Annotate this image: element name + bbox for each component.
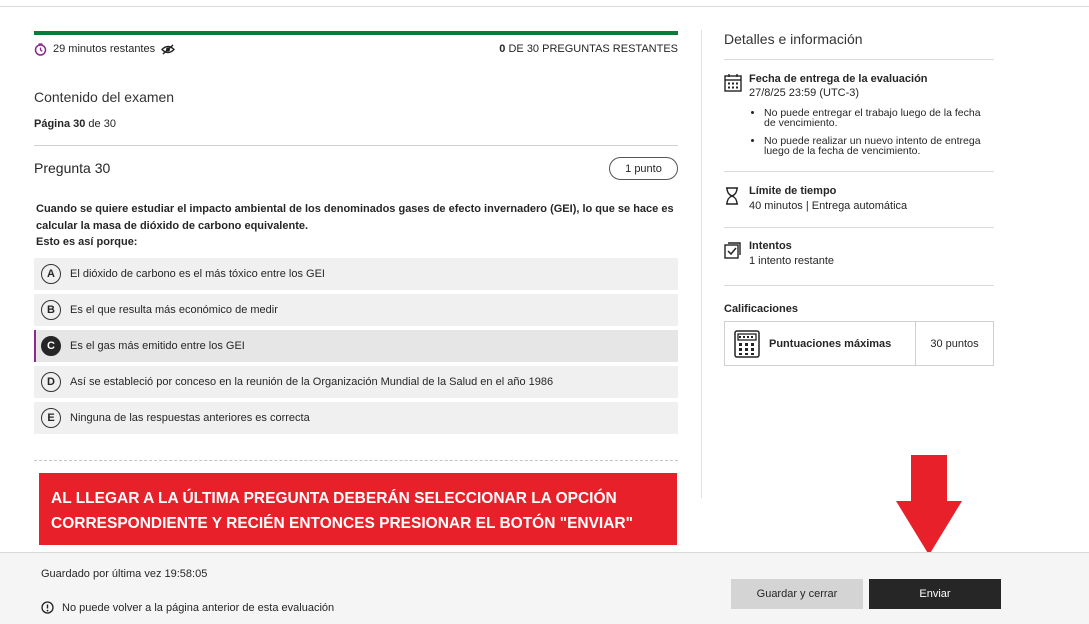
last-saved: Guardado por última vez 19:58:05	[41, 568, 208, 580]
question-text	[36, 201, 676, 251]
sidebar-title: Detalles e información	[724, 31, 863, 47]
option-letter: C	[41, 336, 61, 356]
hide-timer-icon[interactable]	[161, 44, 175, 55]
exam-content-title: Contenido del examen	[34, 89, 175, 105]
question-text-line: Cuando se quiere estudiar el impacto ambiental de los denominados gases de efecto invernadero (GEI), lo que se hace es	[36, 203, 674, 215]
answer-options	[34, 258, 678, 438]
save-and-close-button[interactable]: Guardar y cerrar	[731, 579, 863, 609]
question-text-line: Esto es así porque:	[36, 236, 138, 248]
answer-option-d[interactable]	[34, 366, 678, 398]
hourglass-icon	[724, 187, 740, 205]
due-date-note: • No puede realizar un nuevo intento de entrega luego de la fecha de vencimiento.	[764, 136, 994, 156]
option-text: El dióxido de carbono es el más tóxico entre los GEI	[70, 268, 325, 280]
option-text: Es el gas más emitido entre los GEI	[70, 340, 245, 352]
calendar-icon	[724, 73, 742, 92]
page-current: Página 30	[34, 118, 86, 130]
dashed-divider	[34, 460, 678, 461]
attempts-label: Intentos	[749, 240, 792, 252]
max-score-label-cell	[725, 322, 916, 365]
arrow-down-icon	[896, 455, 962, 560]
progress-bar-fill	[34, 31, 678, 35]
due-date-block	[724, 73, 994, 164]
timer-row	[34, 42, 678, 56]
sidebar-divider	[724, 171, 994, 172]
option-text: Así se estableció por conceso en la reunión de la Organización Mundial de la Salud en el año 1986	[70, 376, 554, 388]
calculator-icon	[734, 330, 760, 358]
question-text-line: calcular la masa de dióxido de carbono equivalente.	[36, 219, 309, 232]
top-divider	[0, 6, 1089, 7]
time-limit-block	[724, 185, 994, 212]
timer-icon	[34, 43, 47, 56]
banner-line: CORRESPONDIENTE Y RECIÉN ENTONCES PRESIONAR EL BOTÓN "ENVIAR"	[51, 515, 633, 532]
footer-bar	[0, 552, 1089, 624]
due-date-note: • No puede entregar el trabajo luego de la fecha de vencimiento.	[764, 108, 994, 128]
pane-divider	[701, 30, 702, 498]
answer-option-c[interactable]	[34, 330, 678, 362]
sidebar-divider	[724, 227, 994, 228]
progress-bar	[34, 31, 678, 35]
divider	[34, 145, 678, 146]
questions-remaining-count: 0	[499, 43, 506, 55]
option-letter: E	[41, 408, 61, 428]
banner-line: AL LLEGAR A LA ÚLTIMA PREGUNTA DEBERÁN SELECCIONAR LA OPCIÓN	[51, 490, 617, 507]
send-button[interactable]: Enviar	[869, 579, 1001, 609]
attempts-icon	[724, 241, 742, 259]
questions-remaining	[499, 43, 678, 55]
max-score-value: 30 puntos	[930, 337, 979, 350]
answer-option-b[interactable]	[34, 294, 678, 326]
max-score-label: Puntuaciones máximas	[769, 337, 892, 350]
sidebar-divider	[724, 285, 994, 286]
time-limit-value: 40 minutos | Entrega automática	[749, 200, 908, 212]
sidebar-divider	[724, 59, 994, 60]
attempts-value: 1 intento restante	[749, 255, 835, 267]
instruction-banner	[39, 473, 677, 545]
due-date-value: 27/8/25 23:59 (UTC-3)	[749, 87, 860, 99]
grades-title: Calificaciones	[724, 303, 798, 315]
option-text: Ninguna de las respuestas anteriores es correcta	[70, 412, 310, 424]
page-total: de 30	[85, 118, 116, 130]
option-letter: A	[41, 264, 61, 284]
option-letter: B	[41, 300, 61, 320]
page-indicator	[34, 118, 116, 130]
question-title: Pregunta 30	[34, 160, 111, 176]
answer-option-a[interactable]	[34, 258, 678, 290]
time-limit-label: Límite de tiempo	[749, 185, 837, 197]
attempts-block	[724, 240, 994, 267]
option-letter: D	[41, 372, 61, 392]
max-score-box	[724, 321, 994, 366]
questions-remaining-text: DE 30 PREGUNTAS RESTANTES	[505, 43, 678, 55]
info-icon	[41, 601, 54, 614]
due-date-label: Fecha de entrega de la evaluación	[749, 73, 928, 85]
points-badge: 1 punto	[609, 157, 678, 180]
answer-option-e[interactable]	[34, 402, 678, 434]
time-remaining: 29 minutos restantes	[53, 43, 156, 55]
no-back-warning-text: No puede volver a la página anterior de esta evaluación	[62, 601, 335, 614]
option-text: Es el que resulta más económico de medir	[70, 304, 278, 316]
no-back-warning	[41, 601, 334, 614]
